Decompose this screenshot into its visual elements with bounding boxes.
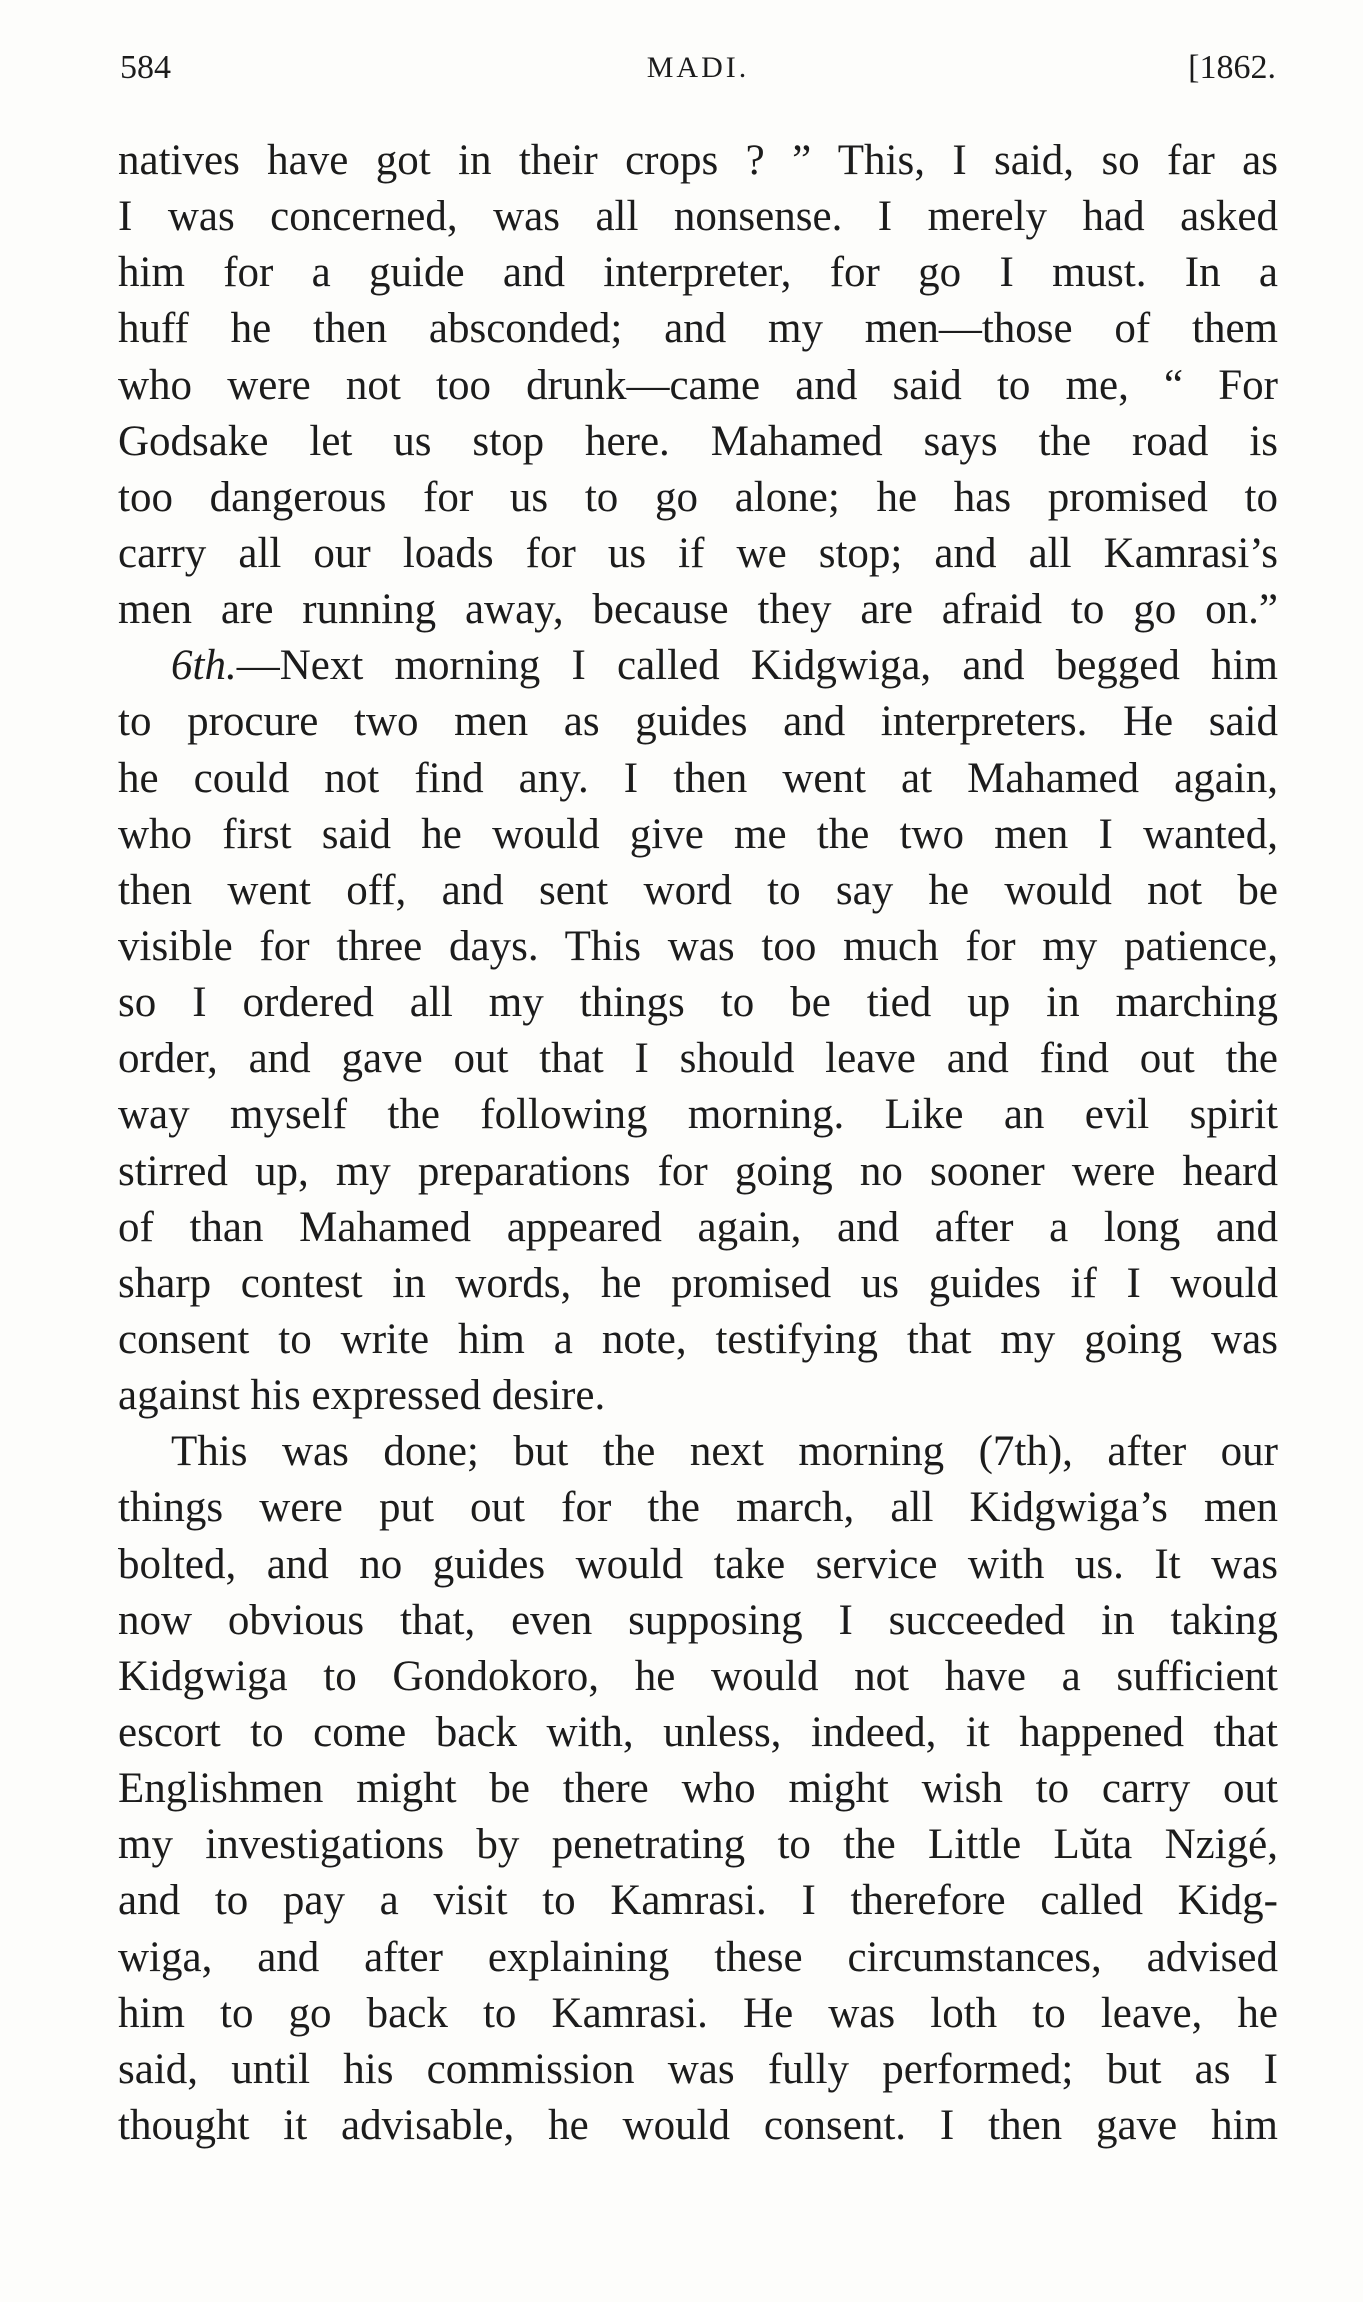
text-line: way myself the following morning. Like an evil spirit <box>118 1091 1278 1139</box>
text-line: bolted, and no guides would take service with us. It was <box>118 1540 1278 1588</box>
running-header <box>120 46 1276 90</box>
text-line: wiga, and after explaining these circumstances, advised <box>118 1933 1278 1981</box>
text-line: huff he then absconded; and my men—those of them <box>118 305 1278 353</box>
text-line: him to go back to Kamrasi. He was loth to leave, he <box>118 1989 1278 2037</box>
text-line: 6th.—Next morning I called Kidgwiga, and begged him <box>171 642 1278 690</box>
text-line: stirred up, my preparations for going no sooner were heard <box>118 1147 1278 1195</box>
text-line: who were not too drunk—came and said to me, “ For <box>118 361 1278 409</box>
text-line: Kidgwiga to Gondokoro, he would not have a sufficient <box>118 1652 1278 1700</box>
text-line: Godsake let us stop here. Mahamed says the road is <box>118 417 1278 465</box>
text-line: natives have got in their crops ? ” This, I said, so far as <box>118 137 1278 184</box>
text-line: and to pay a visit to Kamrasi. I therefore called Kidg- <box>118 1877 1278 1925</box>
text-line: I was concerned, was all nonsense. I merely had asked <box>118 193 1278 241</box>
text-line: escort to come back with, unless, indeed, it happened that <box>118 1708 1278 1756</box>
text-line: This was done; but the next morning (7th), after our <box>171 1428 1278 1476</box>
header-year: [1862. <box>1188 49 1276 86</box>
text-line: things were put out for the march, all Kidgwiga’s men <box>118 1484 1278 1532</box>
text-line: him for a guide and interpreter, for go I must. In a <box>118 249 1278 297</box>
running-title: MADI. <box>646 51 750 84</box>
text-line: Englishmen might be there who might wish to carry out <box>118 1765 1278 1813</box>
text-line: men are running away, because they are afraid to go on.” <box>118 586 1278 634</box>
text-line: consent to write him a note, testifying that my going was <box>118 1315 1278 1363</box>
text-line: carry all our loads for us if we stop; and all Kamrasi’s <box>118 529 1278 577</box>
text-line: so I ordered all my things to be tied up in marching <box>118 979 1278 1027</box>
text-line: thought it advisable, he would consent. I then gave him <box>118 2101 1278 2149</box>
text-line: against his expressed desire. <box>118 1372 606 1420</box>
text-line: too dangerous for us to go alone; he has promised to <box>118 473 1278 521</box>
text-line: to procure two men as guides and interpreters. He said <box>118 698 1278 746</box>
text-line: he could not find any. I then went at Mahamed again, <box>118 754 1278 802</box>
text-line: of than Mahamed appeared again, and after a long and <box>118 1203 1278 1251</box>
page-number: 584 <box>120 49 171 86</box>
text-line: now obvious that, even supposing I succeeded in taking <box>118 1596 1278 1644</box>
text-line: said, until his commission was fully performed; but as I <box>118 2045 1278 2093</box>
text-line: who first said he would give me the two men I wanted, <box>118 810 1278 858</box>
text-line: visible for three days. This was too much for my patience, <box>118 922 1278 970</box>
text-line: sharp contest in words, he promised us guides if I would <box>118 1259 1278 1307</box>
text-line: then went off, and sent word to say he would not be <box>118 866 1278 914</box>
text-line: my investigations by penetrating to the Little Lŭta Nzigé, <box>118 1821 1278 1869</box>
body-text <box>118 133 1278 2154</box>
text-line: order, and gave out that I should leave and find out the <box>118 1035 1278 1083</box>
